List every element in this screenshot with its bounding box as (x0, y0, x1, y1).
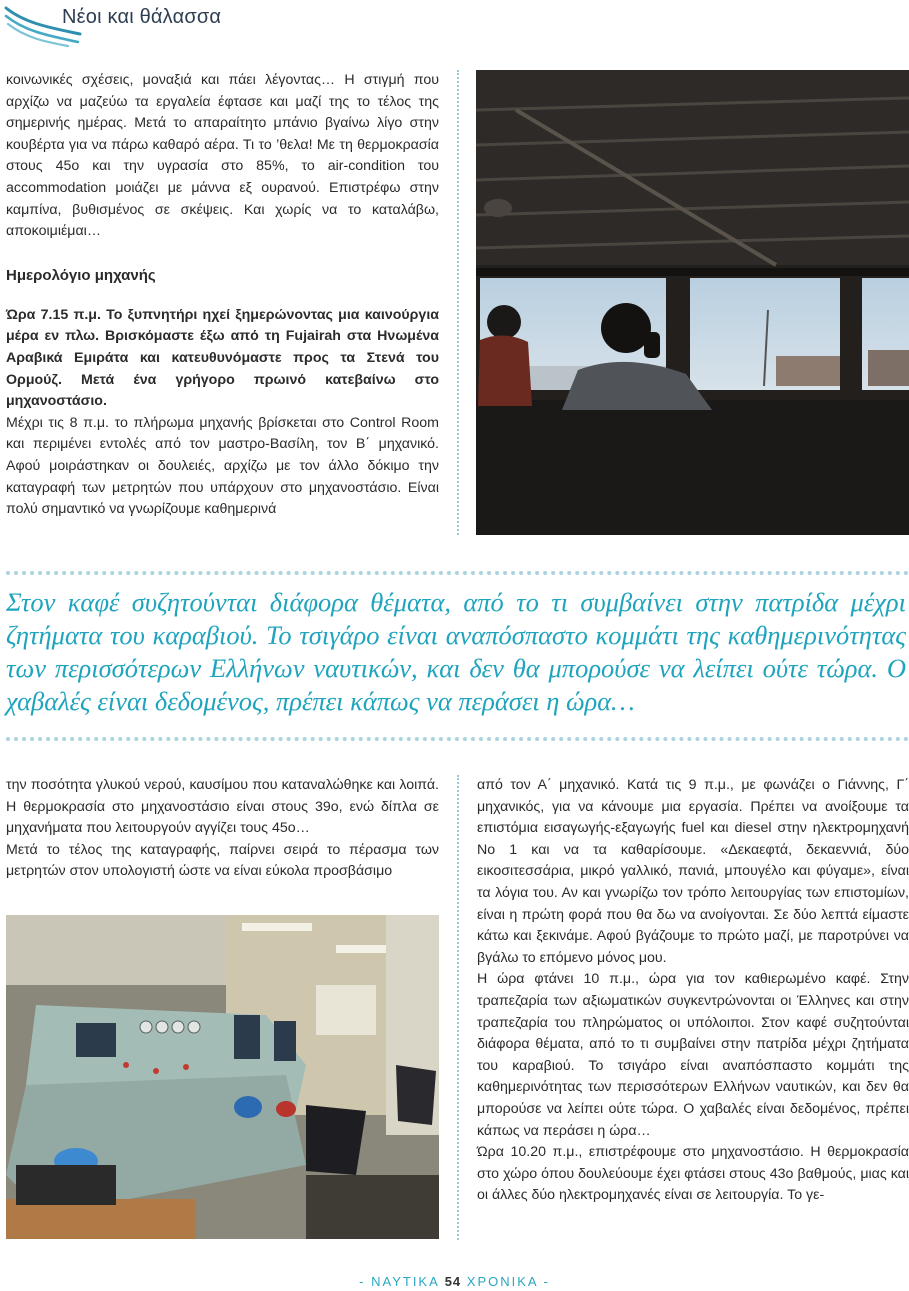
footer-left: - ΝΑΥΤΙΚΑ (359, 1274, 440, 1289)
control-room-photo (6, 915, 439, 1239)
measurements-paragraph: την ποσότητα γλυκού νερού, καυσίμου που καταναλώθηκε και λοιπά. Η θερμοκρασία στο μηχανοστάσιο είναι στους 39ο, ενώ δίπλα σε μηχανήματα που λειτουργούν αγγίζει τους 45ο… (6, 777, 439, 837)
control-room-illustration (6, 915, 439, 1239)
quote-divider-top (6, 571, 909, 575)
quote-divider-bottom (6, 737, 909, 741)
bottom-left-column (6, 775, 439, 883)
engine-log-heading: Ημερολόγιο μηχανής (6, 266, 156, 284)
column-divider (457, 70, 459, 535)
ship-bridge-photo (476, 70, 909, 535)
section-title: Νέοι και θάλασσα (62, 6, 222, 28)
control-room-paragraph: Μέχρι τις 8 π.μ. το πλήρωμα μηχανής βρίσκεται στο Control Room και περιμένει εντολές από τον μαστρο-Βασίλη, τον Β΄ μηχανικό. Αφού μοιράστηκαν οι δουλειές, αρχίζω με τον άλλο δόκιμο την καταγραφή των μετρητών που υπάρχουν στο μηχανοστάσιο. Είναι πολύ σημαντικό να γνωρίζουμε καθημερινά (6, 414, 439, 518)
top-left-column (6, 70, 439, 521)
footer-right: ΧΡΟΝΙΚΑ - (466, 1274, 550, 1289)
ship-bridge-illustration (476, 70, 909, 535)
coffee-paragraph: Η ώρα φτάνει 10 π.μ., ώρα για τον καθιερωμένο καφέ. Στην τραπεζαρία των αξιωματικών συγκεντρώνονται οι Έλληνες και στην τραπεζαρία του πληρώματος οι υπόλοιποι. Στον καφέ συζητούνται διάφορα θέματα, από το τι συμβαίνει στην πατρίδα μέχρι ζητήματα του καραβιού. Το τσιγάρο είναι αναπόσπαστο κομμάτι της καθημερινότητας των περισσότερων Ελλήνων ναυτικών, και δεν θα μπορούσε να λείπει ούτε τώρα. Ο χαβαλές είναι δεδομένος, πρέπει κάπως να περάσει η ώρα… (477, 971, 909, 1139)
morning-paragraph: Ώρα 7.15 π.μ. Το ξυπνητήρι ηχεί ξημερώνοντας μια καινούργια μέρα εν πλω. Βρισκόμαστε έξω από τη Fujairah στα Ηνωμένα Αραβικά Εμιράτα και κατευθυνόμαστε προς τα Στενά του Ορμούζ. Μετά ένα γρήγορο πρωινό κατεβαίνω στο μηχανοστάσιο. (6, 306, 439, 410)
valves-paragraph: από τον Α΄ μηχανικό. Κατά τις 9 π.μ., με φωνάζει ο Γιάννης, Γ΄ μηχανικός, για να κάνουμε μια εργασία. Πρέπει να ανοίξουμε τα επιστόμια εισαγωγής-εξαγωγής fuel και diesel στην ηλεκτρομηχανή Νο 1 και να τα καθαρίσουμε. «Δεκαεφτά, δεκαεννιά, δύο εικοσιτεσσάρια, μικρό γαλλικό, πανιά, μπουγέλο και φύγαμε», είναι τα λόγια του. Αν και γνωρίζω τον τρόπο λειτουργίας των επιστομίων, είναι η πρώτη φορά που θα δω να ανοίγονται. Σε δύο λεπτά είμαστε κάτω και ξεκινάμε. Αφού βγάζουμε το πρώτο μαζί, με παροτρύνει να βγάλω το επόμενο μόνος μου. (477, 777, 909, 966)
recording-paragraph: Μετά το τέλος της καταγραφής, παίρνει σειρά το πέρασμα των μετρητών στον υπολογιστή ώστε να είναι εύκολα προσβάσιμο (6, 841, 439, 880)
bottom-right-column (477, 775, 909, 1207)
page-footer (0, 1274, 909, 1289)
page-number: 54 (444, 1274, 462, 1289)
return-paragraph: Ώρα 10.20 π.μ., επιστρέφουμε στο μηχανοστάσιο. Η θερμοκρασία στο χώρο όπου δουλεύουμε έχει φτάσει στους 43ο βαθμούς, μιας και οι άλλες δύο ηλεκτρομηχανές είναι σε λειτουργία. Το γε- (477, 1144, 909, 1204)
column-divider-bottom (457, 775, 459, 1240)
intro-paragraph: κοινωνικές σχέσεις, μοναξιά και πάει λέγοντας… Η στιγμή που αρχίζω να μαζεύω τα εργαλεία έφτασε και μαζί της το τέλος της σημερινής ημέρας. Μετά το απαραίτητο μπάνιο βγαίνω λίγο στην κουβέρτα για να πάρω καθαρό αέρα. Τι το ’θελα! Με τη θερμοκρασία στους 45ο και την υγρασία στο 85%, το air-condition του accommodation μοιάζει με μάννα εξ ουρανού. Επιστρέφω στην καμπίνα, βυθισμένος σε σκέψεις. Και χωρίς να το καταλάβω, αποκοιμιέμαι… (6, 72, 439, 240)
pull-quote: Στον καφέ συζητούνται διάφορα θέματα, από το τι συμβαίνει στην πατρίδα μέχρι ζητήματα του καραβιού. Το τσιγάρο είναι αναπόσπαστο κομμάτι της καθημερινότητας των περισσότερων Ελλήνων ναυτικών, και δεν θα μπορούσε να λείπει ούτε τώρα. Ο χαβαλές είναι δεδομένος, πρέπει κάπως να περάσει η ώρα… (6, 587, 906, 716)
